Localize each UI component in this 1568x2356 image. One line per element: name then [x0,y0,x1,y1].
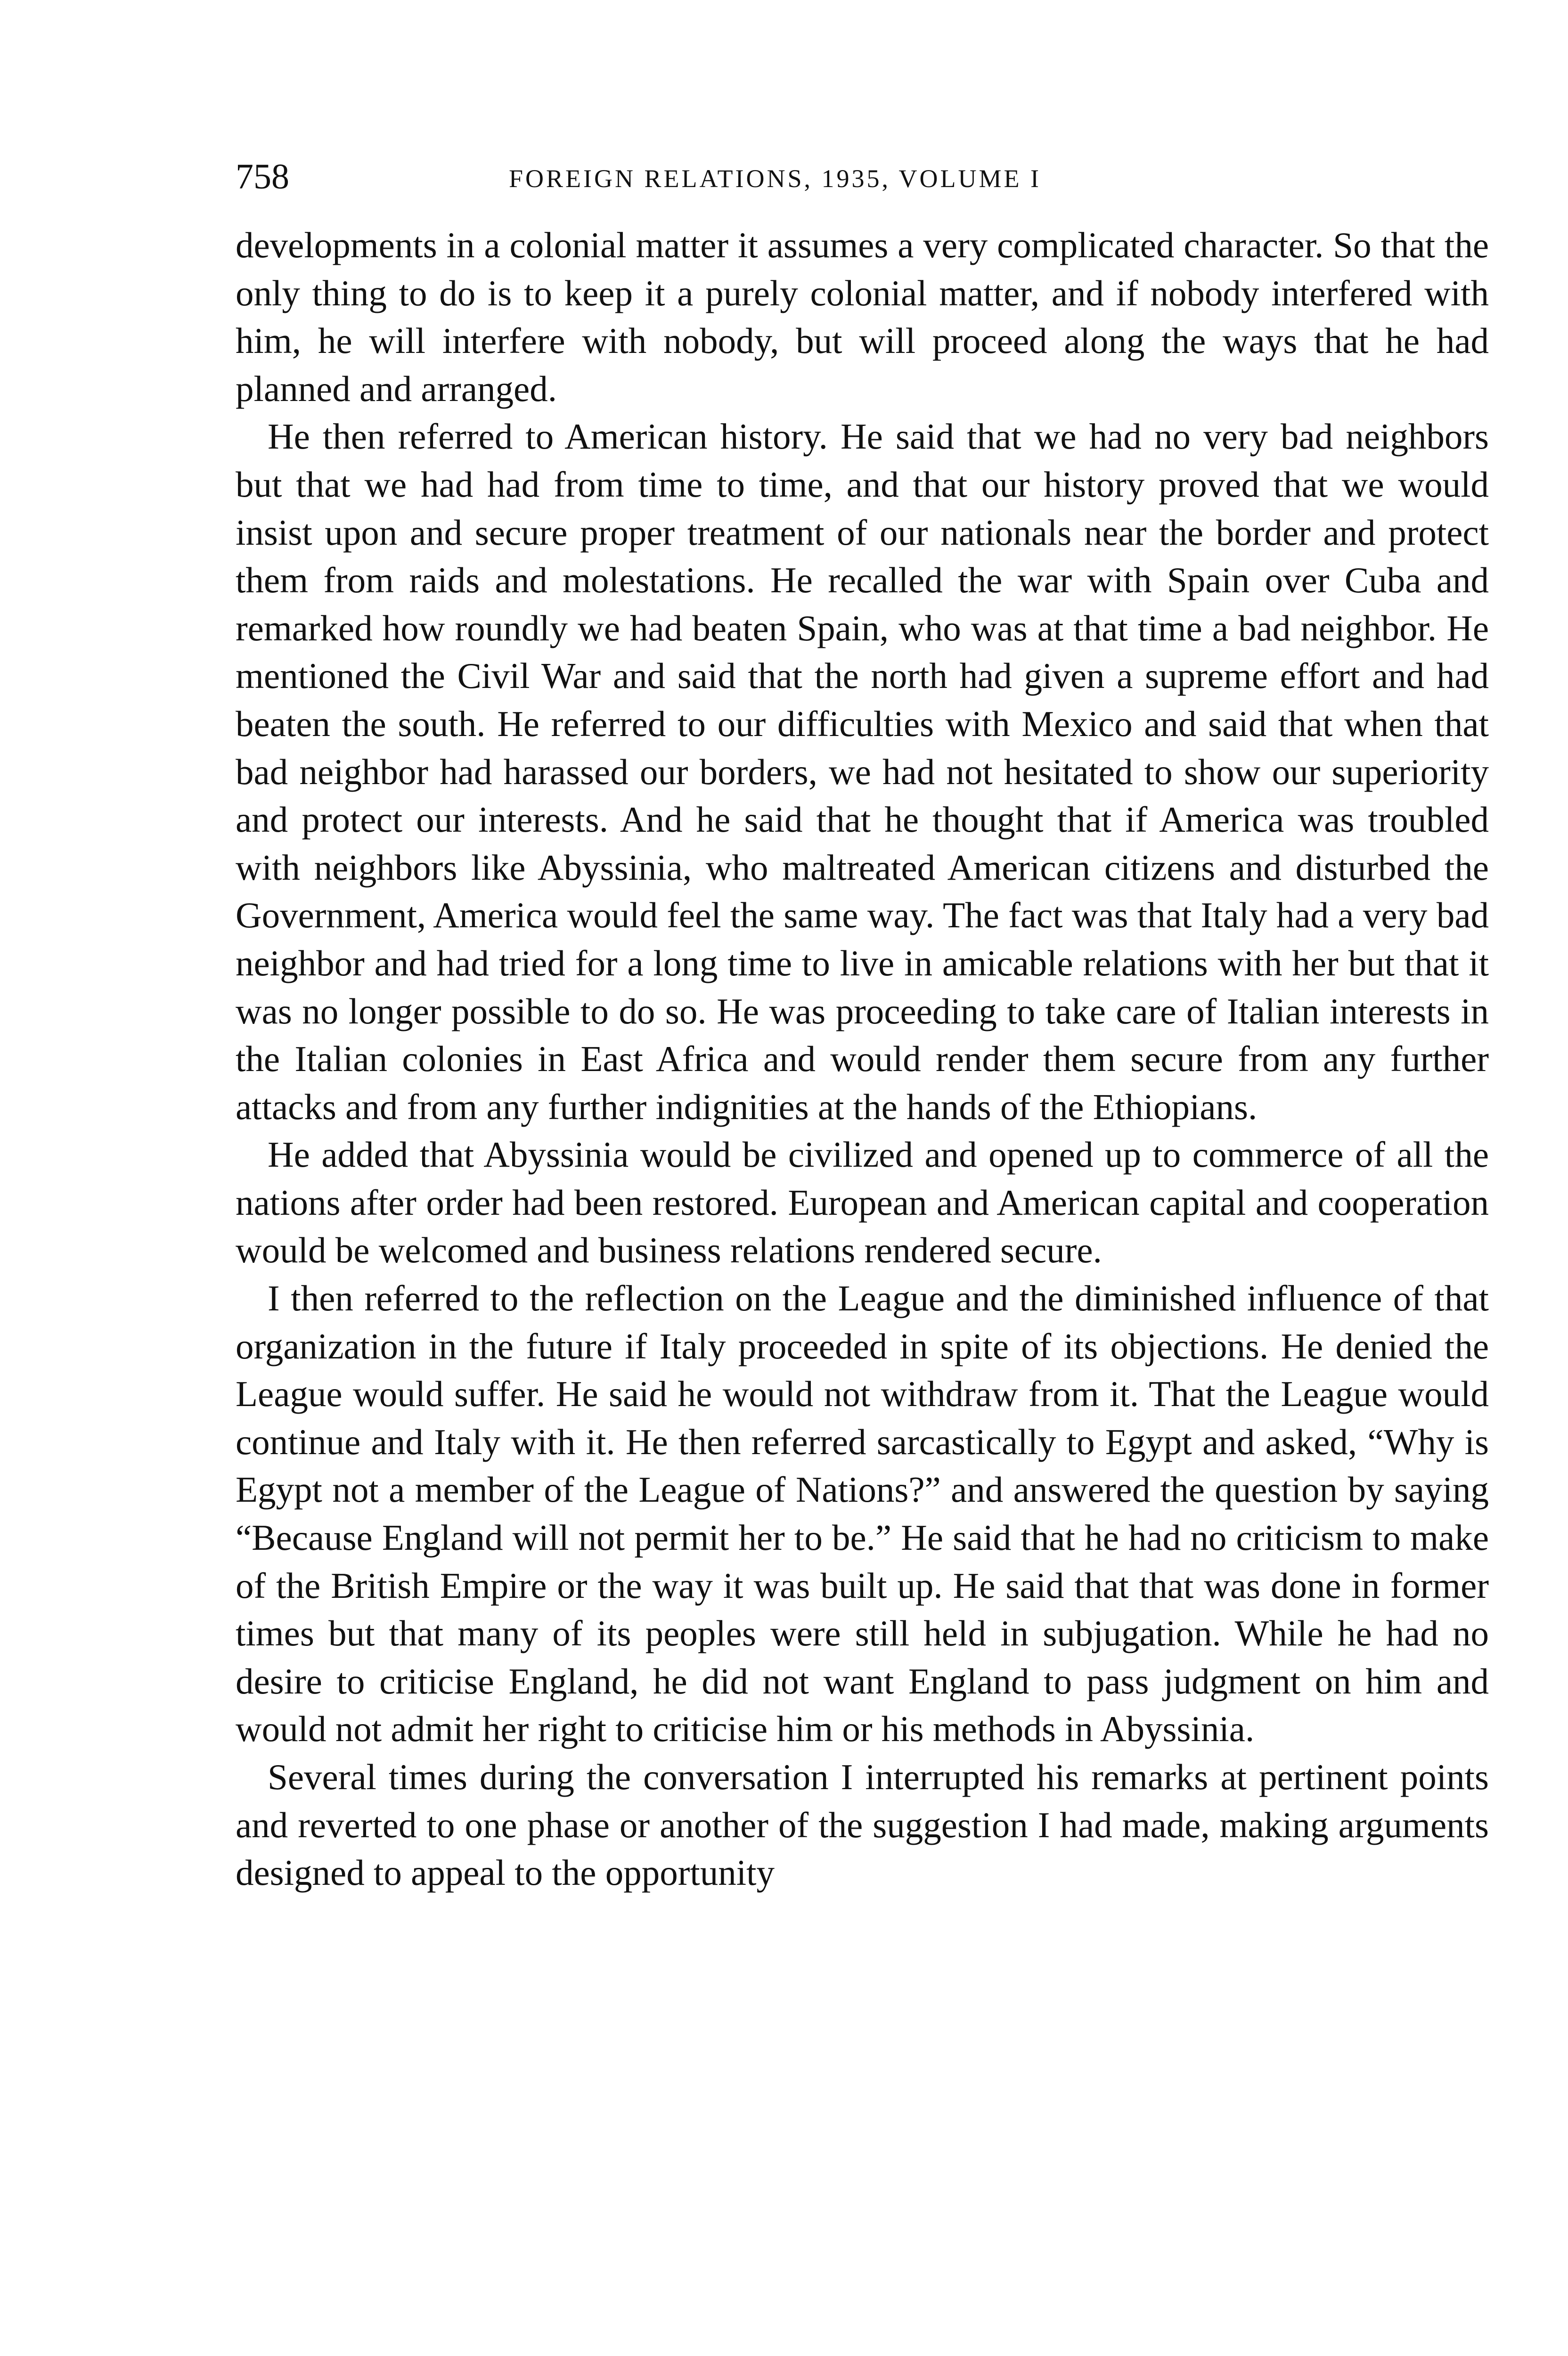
page-number: 758 [236,157,289,196]
running-header [236,155,1489,207]
paragraph: Several times during the conversation I interrupted his remarks at pertinent points and reverted to one phase or another of the suggestion I had made, making arguments designed to appeal to the opportunity [236,1757,1489,1893]
paragraph: He added that Abyssinia would be civilized and opened up to commerce of all the nations after order had been restored. European and American capital and cooperation would be welcomed and business relations rendered secure. [236,1134,1489,1271]
document-page [236,155,1489,1897]
body-text [236,221,1489,1897]
running-header-title: FOREIGN RELATIONS, 1935, VOLUME I [509,164,1041,193]
paragraph: He then referred to American history. He said that we had no very bad neighbors but that we had had from time to time, and that our history proved that we would insist upon and secure proper treatment of our nationals near the border and protect them from raids and molestations. He recalled the war with Spain over Cuba and remarked how roundly we had beaten Spain, who was at that time a bad neighbor. He mentioned the Civil War and said that the north had given a supreme effort and had beaten the south. He referred to our difficulties with Mexico and said that when that bad neighbor had harassed our borders, we had not hesitated to show our superiority and protect our interests. And he said that he thought that if America was troubled with neighbors like Abyssinia, who maltreated American citizens and disturbed the Government, America would feel the same way. The fact was that Italy had a very bad neighbor and had tried for a long time to live in amicable relations with her but that it was no longer possible to do so. He was proceeding to take care of Italian interests in the Italian colonies in East Africa and would render them secure from any further attacks and from any further indignities at the hands of the Ethiopians. [236,416,1489,1127]
paragraph: developments in a colonial matter it assumes a very complicated character. So that the only thing to do is to keep it a purely colonial matter, and if nobody interfered with him, he will interfere with nobody, but will proceed along the ways that he had planned and arranged. [236,225,1489,409]
paragraph: I then referred to the reflection on the League and the diminished influence of that organization in the future if Italy proceeded in spite of its objections. He denied the League would suffer. He said he would not withdraw from it. That the League would continue and Italy with it. He then referred sarcastically to Egypt and asked, “Why is Egypt not a member of the League of Nations?” and answered the question by saying “Because England will not permit her to be.” He said that he had no criticism to make of the British Empire or the way it was built up. He said that that was done in former times but that many of its peoples were still held in subjugation. While he had no desire to criticise England, he did not want England to pass judgment on him and would not admit her right to criticise him or his methods in Abyssinia. [236,1278,1489,1750]
